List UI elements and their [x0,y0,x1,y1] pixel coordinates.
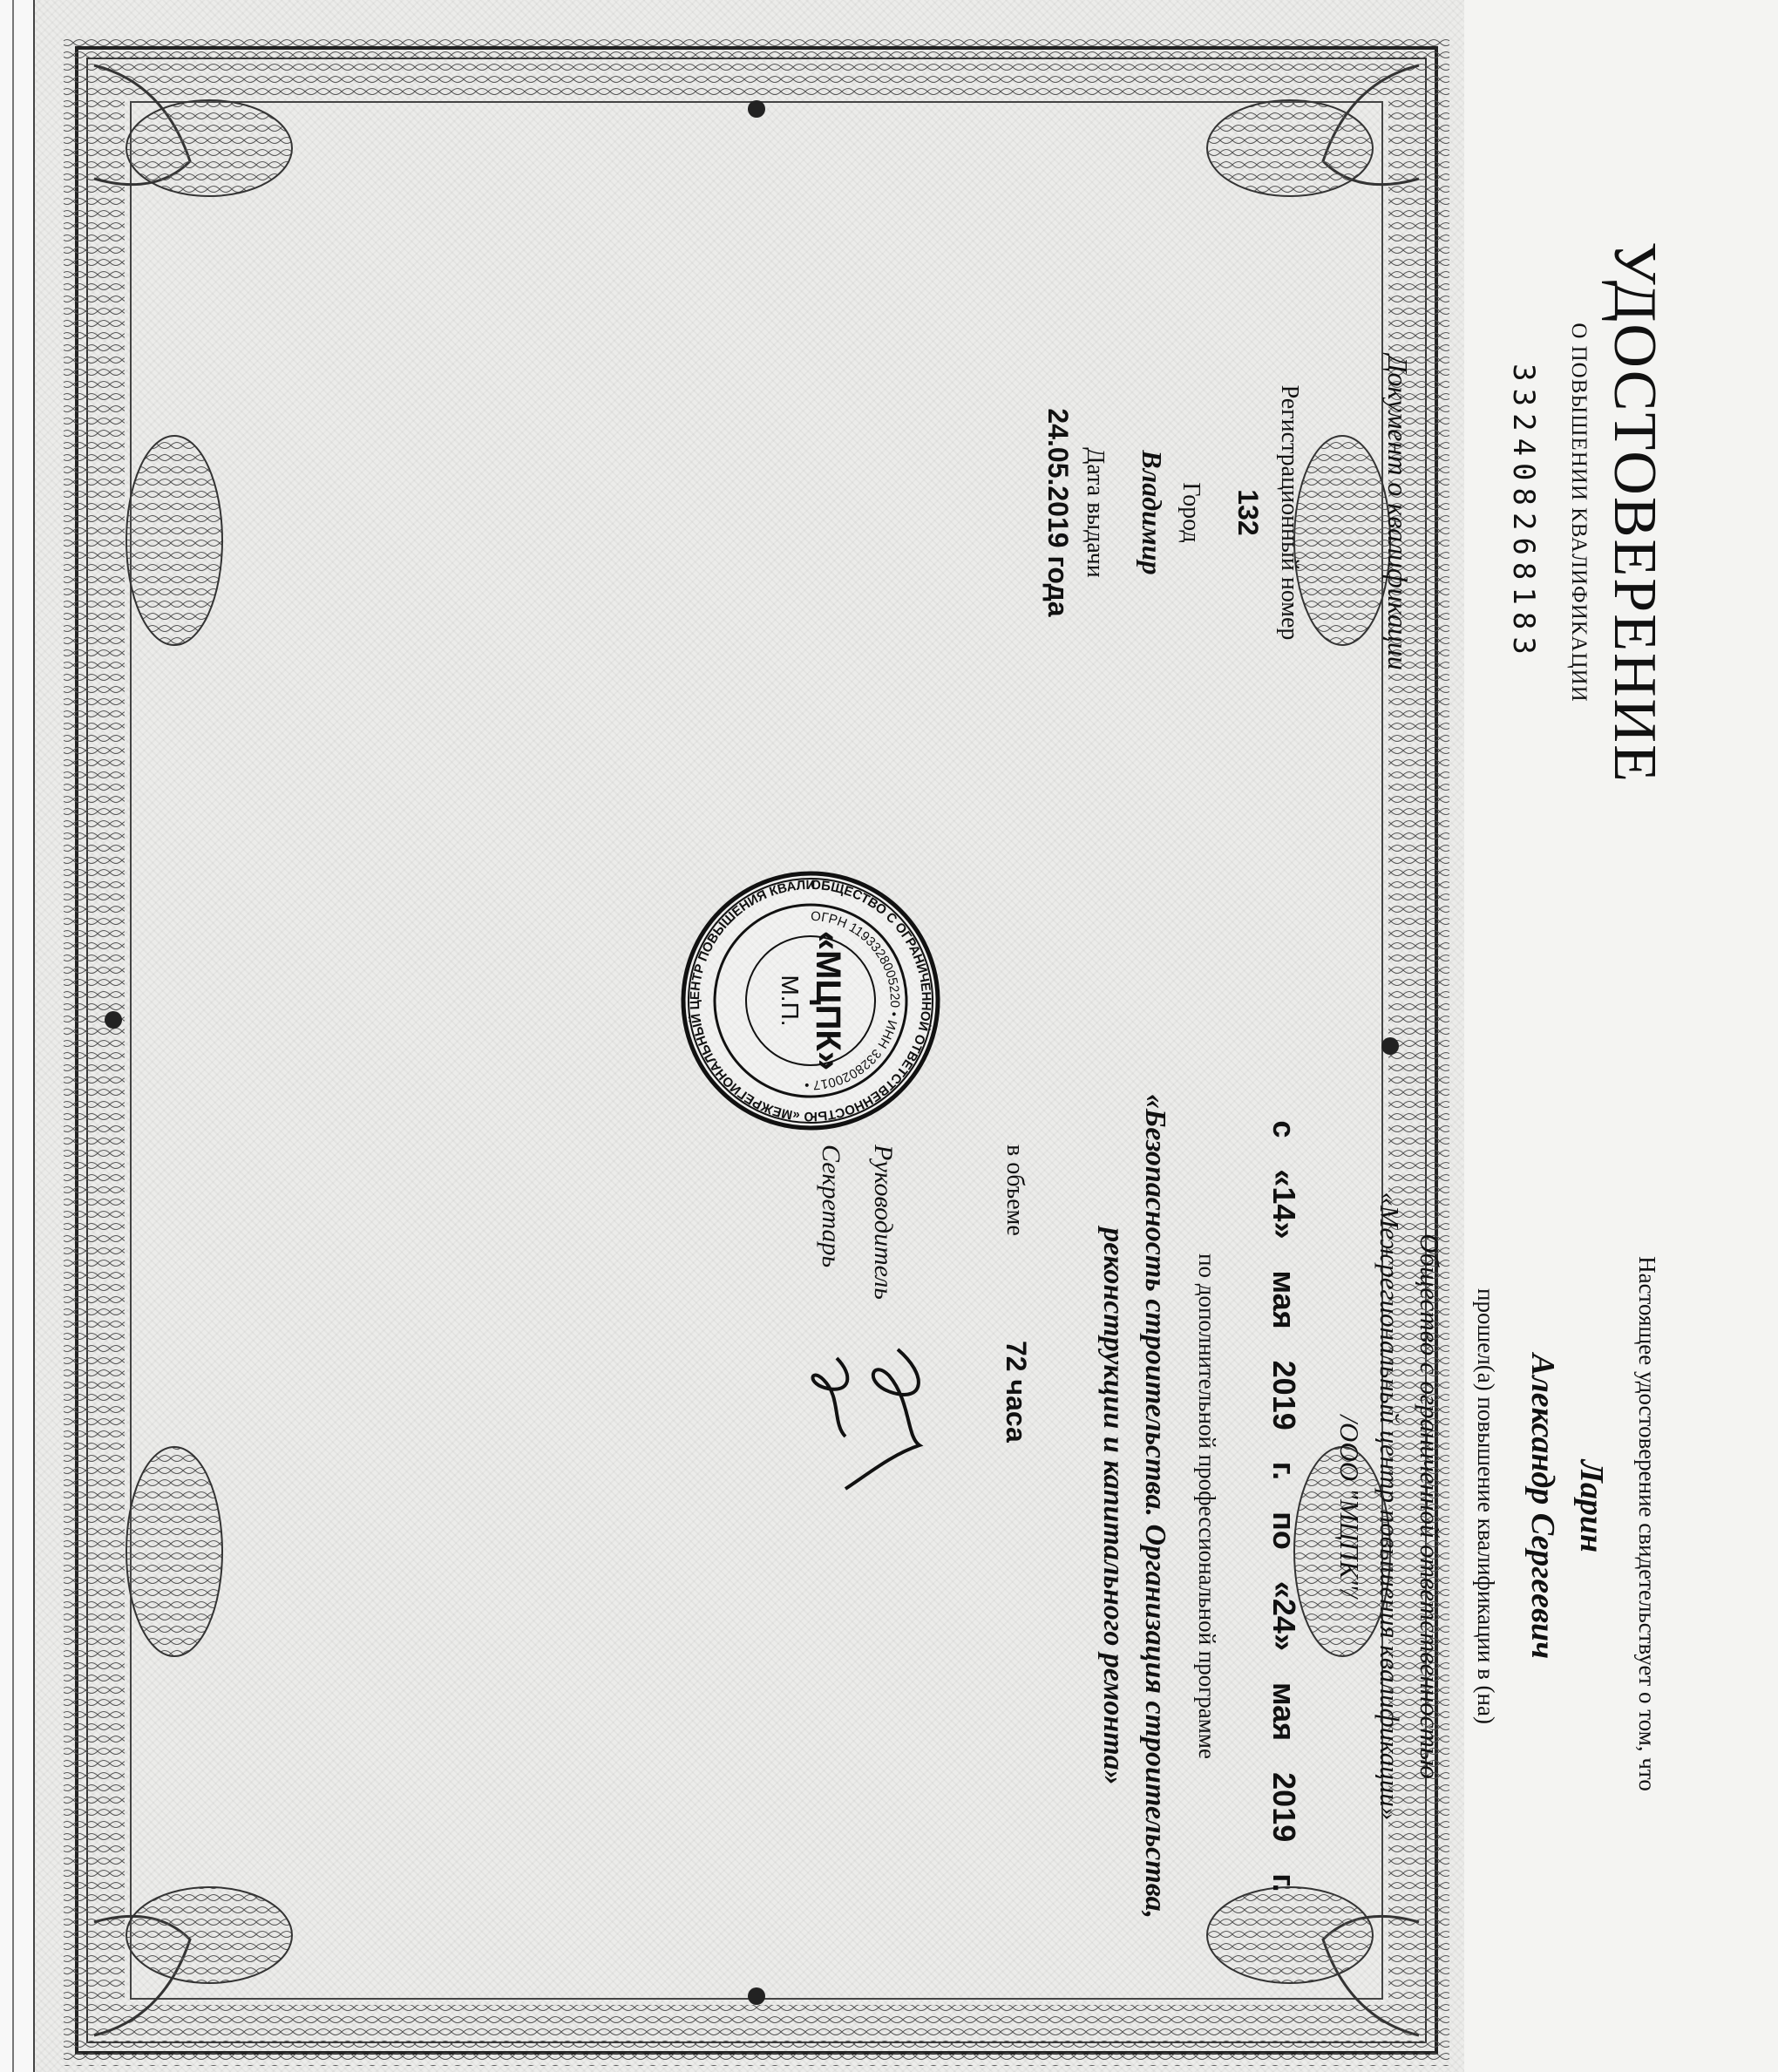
seal-center-name: «МЦПК» [809,930,847,1071]
document-title: УДОСТОВЕРЕНИЕ [1601,241,1668,784]
organization-line-3: /ООО "МЦПК"/ [1334,1415,1365,1598]
city-value: Владимир [1137,450,1168,575]
volume-value: 72 часа [1001,1341,1032,1443]
secretary-signature-label: Секретарь [817,1145,845,1268]
holder-name: Александр Сергеевич [1524,1353,1561,1660]
training-period: с «14» мая 2019 г. по «24» мая 2019 г. [1266,1120,1302,1892]
program-intro: по дополнительной профессиональной программе [1194,1253,1220,1759]
organization-line-2: «Межрегиональный центр повышения квалификации» [1374,1192,1405,1821]
seal-center-sub: М.П. [777,975,804,1027]
registration-value: 132 [1232,489,1264,536]
organization-line-1: Общество с ограниченной ответственностью [1415,1233,1445,1779]
issue-date-value: 24.05.2019 года [1042,408,1074,617]
city-label: Город [1177,482,1205,543]
handwritten-signatures [793,1341,933,1498]
certificate-left-page [488,59,1778,966]
holder-surname: Ларин [1573,1459,1610,1553]
passed-text: прошел(а) повышение квалификации в (на) [1473,1288,1499,1724]
organization-seal [680,870,941,1131]
volume-label: в объеме [1001,1145,1028,1236]
program-name-line-1: «Безопасность строительства. Организация строительства, [1139,1093,1171,1919]
intro-text: Настоящее удостоверение свидетельствует о том, что [1634,1256,1660,1791]
seal-outer-text: ОБЩЕСТВО С ОГРАНИЧЕННОЙ ОТВЕТСТВЕННОСТЬЮ «МЕЖРЕГИОНАЛЬНЫЙ ЦЕНТР ПОВЫШЕНИЯ КВАЛИ [687,877,934,1124]
document-number: 332408268183 [1506,363,1541,662]
registration-label: Регистрационный номер [1276,384,1303,641]
certificate-content [488,59,1778,2012]
document-type: Документ о квалификации [1382,355,1414,670]
program-name-line-2: реконструкции и капитального ремонта» [1097,1227,1130,1785]
document-subtitle: О ПОВЫШЕНИИ КВАЛИФИКАЦИИ [1567,323,1591,703]
head-signature-label: Руководитель [869,1145,898,1300]
issue-date-label: Дата выдачи [1082,447,1109,578]
certificate-right-page [488,877,1778,2012]
seal-inner-text: ОГРН 1193328005220 • ИНН 3328020017 • [804,908,903,1093]
